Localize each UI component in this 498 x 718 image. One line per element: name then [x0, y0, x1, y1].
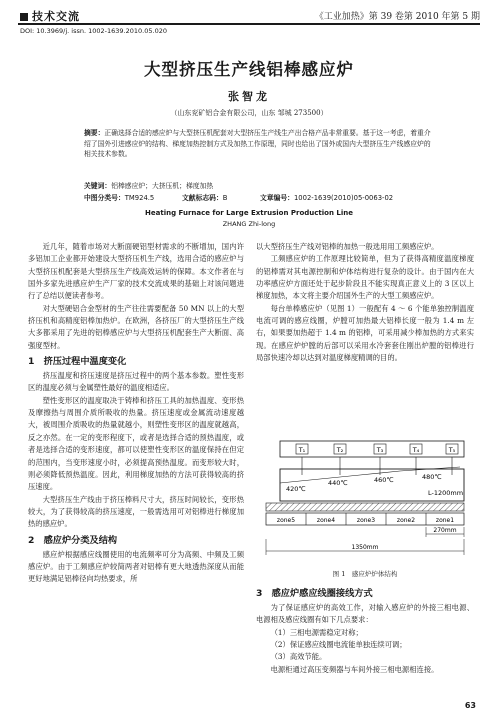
temp-label: 480℃ [422, 473, 442, 481]
furnace-top-frame [280, 441, 464, 457]
doc-code: B [222, 194, 228, 202]
zone-label: zone2 [396, 517, 416, 524]
left-column [28, 241, 244, 586]
t-label-3 [374, 444, 386, 454]
zone-label: zone3 [356, 517, 376, 524]
paragraph: 对大型硬铝合金型材的生产往往需要配备 50 MN 以上的大型挤压机和高精度铝棒加热炉。在欧洲，各挤压厂的大型挤压生产线大多都采用了先进的铝棒感应炉与大型挤压机配套生产大断面、高强度型材。 [28, 303, 244, 350]
thermocouple-labels [296, 444, 458, 454]
page-number: 63 [464, 701, 476, 710]
t-label-5 [446, 444, 458, 454]
header-rule [18, 23, 480, 25]
t-label-text: T₁ [298, 446, 306, 454]
article-author: 张智龙 [228, 90, 270, 103]
clc-code: TM924.5 [124, 194, 155, 202]
abstract-label: 摘要： [84, 129, 105, 137]
t-label-text: T₃ [376, 446, 384, 454]
t-label-text: T₄ [412, 446, 420, 454]
keywords-line [84, 180, 432, 190]
paragraph: 感应炉根据感应线圈使用的电流频率可分为高频、中频及工频感应炉。由于工频感应炉较简两者对铝棒有更大地透热深度从而能更好地满足铝棒径向均热要求，所 [28, 549, 244, 584]
english-title: Heating Furnace for Large Extrusion Production Line [145, 209, 353, 217]
furnace-structure-figure [256, 439, 474, 563]
paragraph: 塑性变形区的温度取决于铸棒和挤压工具的加热温度、变形热及摩擦热与周围介质所吸收的热量。挤压速度或金属流动速度越大，被周围介质吸收的热量就越小，则塑性变形区的温度就越高，反之亦然。在一定的变形程度下，或者是选择合适的预热温度，或者是选择合适的变形速度，都可以使塑性变形区的温度保持在但定的范围内，当变形速度小时，必须提高预热温度。而变形较大时，则必须降低预热温度。因此，利用梯度加热的方法可获得较高的挤压速度。 [28, 395, 244, 492]
zone-label: zone1 [435, 517, 455, 524]
keywords: 铝棒感应炉；大挤压机；梯度加热 [111, 182, 214, 190]
t-label-2 [334, 444, 346, 454]
length-label: L-1200mm [428, 489, 464, 497]
paragraph: 每台单棒感应炉（见图 1）一般配有 4 ～ 6 个能单独控制温度电流可调的感应线圈，炉膛可加热最大铝棒长度一般为 1.4 m 左右，如果要加热超于 1.4 m 的铝棒，可采用减少棒加热的方式来实现。在感应炉炉膛的后部可以采用水冷套套住刚出炉膛的铝棒进行局部快速冷却以达到对温度梯度精调的目的。 [256, 303, 474, 363]
abstract [84, 128, 432, 160]
t-label-1 [296, 444, 308, 454]
paragraph: 工频感应炉的工作原理比较简单，但为了获得高精度温度梯度的铝棒需对其电源控制和炉体结构进行复杂的设计。由于国内在大功率感应炉方面还处于起步阶段且不能实现真正意义上的 3 区以上梯度加热，本文将主要介绍国外生产的大型工频感应炉。 [256, 254, 474, 301]
section-square-icon [20, 13, 28, 21]
keywords-label: 关键词： [84, 182, 112, 190]
doc-code-group [182, 192, 227, 202]
doi: DOI: 10.3969/j. issn. 1002-1639.2010.05.020 [20, 27, 167, 35]
english-author: ZHANG Zhi-long [222, 220, 276, 228]
dim-270-label: 270mm [433, 527, 457, 534]
temp-label: 420℃ [286, 485, 306, 493]
paragraph: 近几年，随着市场对大断面硬铝型材需求的不断增加，国内许多铝加工企业都开始建设大型挤压机生产线，选用合适的感应炉与大型挤压机配套是大型挤压生产线高效运转的保障。本文作者在与国外多家先进感应炉生产厂家的技术交流成果的基础上对该问题进行了总结以便读者参考。 [28, 242, 244, 301]
list-item: （3）高效节能。 [270, 652, 327, 662]
t-label-4 [410, 444, 422, 454]
list-item: （1）三相电源需稳定对称； [270, 627, 363, 637]
right-column-top [256, 241, 474, 364]
author-affiliation: （山东兖矿铝合金有限公司，山东 邹城 273500） [170, 109, 328, 117]
section-heading-1: 1 挤压过程中温度变化 [28, 356, 127, 368]
journal-header: 《工业加热》第 39 卷第 2010 年第 5 期 [314, 12, 480, 22]
doc-code-label: 文献标志码： [182, 194, 223, 202]
dimension-270 [426, 527, 464, 537]
dim-1350-label: 1350mm [351, 544, 379, 551]
paragraph: 为了保证感应炉的高效工作，对输入感应炉的外接三相电源、电源相及感应线圈有如下几点要求： [256, 603, 474, 625]
classification-line [84, 192, 432, 202]
article-no-group [260, 192, 393, 202]
section-heading-2: 2 感应炉分类及结构 [28, 534, 118, 546]
zone-row [266, 513, 464, 525]
article-no: 1002-1639(2010)05-0063-02 [293, 194, 394, 202]
article-title: 大型挤压生产线铝棒感应炉 [144, 60, 354, 79]
section-title: 技术交流 [32, 10, 80, 23]
temp-label: 440℃ [328, 479, 348, 487]
abstract-text: 正确选择合适的感应炉与大型挤压机配套对大型挤压生产线生产出合格产品非常重要。基于这一考虑，着重介绍了国外引进感应炉的结构、梯度加热控制方式及加热工作原理，同时也给出了国外或国内大型挤压生产线感应炉的相关技术参数。 [84, 129, 431, 159]
paragraph: 挤压温度和挤压速度是挤压过程中的两个基本参数。塑性变形区的温度必须与金属塑性最好的温度相适应。 [28, 371, 244, 393]
clc-group [84, 194, 154, 202]
paragraph: 以大型挤压生产线对铝棒的加热一般选用用工频感应炉。 [256, 242, 439, 251]
dimension-1350 [266, 539, 464, 555]
induction-coil-band [266, 503, 464, 511]
clc-label: 中图分类号： [84, 194, 125, 202]
temp-label: 460℃ [374, 476, 394, 484]
list-item: （2）保证感应线圈电流能单独连续可调； [270, 640, 407, 650]
t-label-text: T₂ [336, 446, 344, 454]
section-heading-3: 3 感应炉感应线圈接线方式 [256, 588, 373, 599]
zone-label: zone4 [316, 517, 336, 524]
paragraph: 大型挤压生产线由于挤压棒料尺寸大，挤压时间较长，变形热较大，为了获得较高的挤压速度，一般需选用可对铝棒进行梯度加热的感应炉。 [28, 494, 244, 529]
paragraph: 电源柜通过高压变频器与车间外接三相电源相连接。 [270, 664, 439, 674]
t-label-text: T₅ [448, 446, 456, 454]
right-column-bottom [256, 584, 474, 676]
zone-label: zone5 [276, 517, 296, 524]
article-no-label: 文章编号： [260, 194, 294, 202]
figure-caption: 图 1 感应炉炉体结构 [332, 570, 398, 578]
section-label [20, 8, 80, 24]
